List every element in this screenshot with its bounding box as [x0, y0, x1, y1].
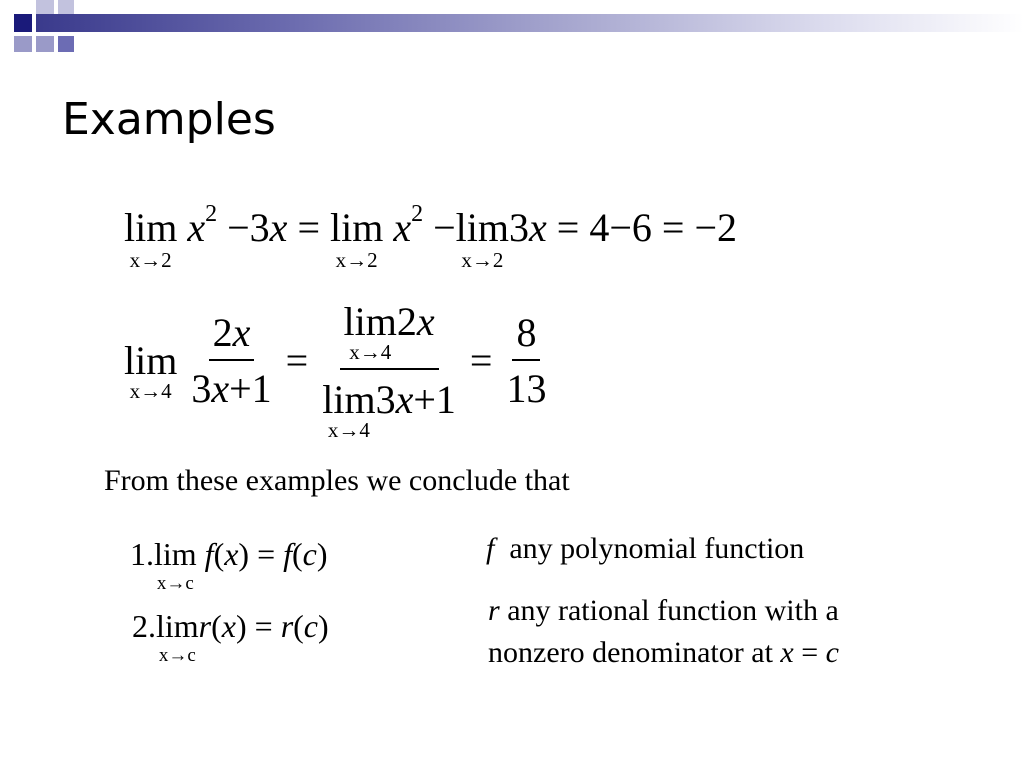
- header-square-mid: [58, 36, 74, 52]
- rule-1-formula: 1.lim x→c f(x) = f(c): [130, 536, 328, 594]
- header-square-dark: [14, 14, 32, 32]
- limit-operator: lim x→2: [330, 205, 384, 272]
- equation-1: lim x→2 $x^2 -3x = \lim$ x→2 $x^2 -\lim$ x→2 3x = 4−6 = −2: [124, 201, 738, 272]
- rule-2-formula: 2.lim x→c r(x) = r(c): [132, 608, 329, 666]
- fraction-result: $\frac{8}{13}$: [506, 310, 547, 411]
- limit-operator: lim x→c: [154, 536, 197, 594]
- header-square-light: [58, 0, 74, 14]
- rule-2-description-line1: r any rational function with a: [488, 594, 839, 627]
- fraction-lhs: $\frac{2x}{3x+1}$: [191, 310, 272, 411]
- header-square-mid: [36, 36, 54, 52]
- limit-operator: lim x→2: [455, 205, 510, 272]
- limit-operator: lim x→2: [124, 205, 178, 272]
- header-gradient-band: [36, 14, 1024, 32]
- equation-2: lim x→4 $\frac{2x}{3x+1}$ = lim x→4 2x lim x→4 3x+1 = $\frac{8}{13}$: [124, 302, 550, 420]
- limit-operator: lim x→c: [156, 608, 199, 666]
- rule-1-description: f any polynomial function: [486, 532, 805, 565]
- rule-2-description-line2: nonzero denominator at x = c: [488, 636, 839, 669]
- header-square-mid: [14, 36, 32, 52]
- header-square-light: [36, 0, 54, 14]
- limit-operator: lim x→4: [124, 338, 178, 403]
- slide-title: Examples: [62, 94, 276, 145]
- fraction-middle: lim x→4 2x lim x→4 3x+1: [322, 299, 456, 442]
- conclusion-text: From these examples we conclude that: [104, 464, 570, 497]
